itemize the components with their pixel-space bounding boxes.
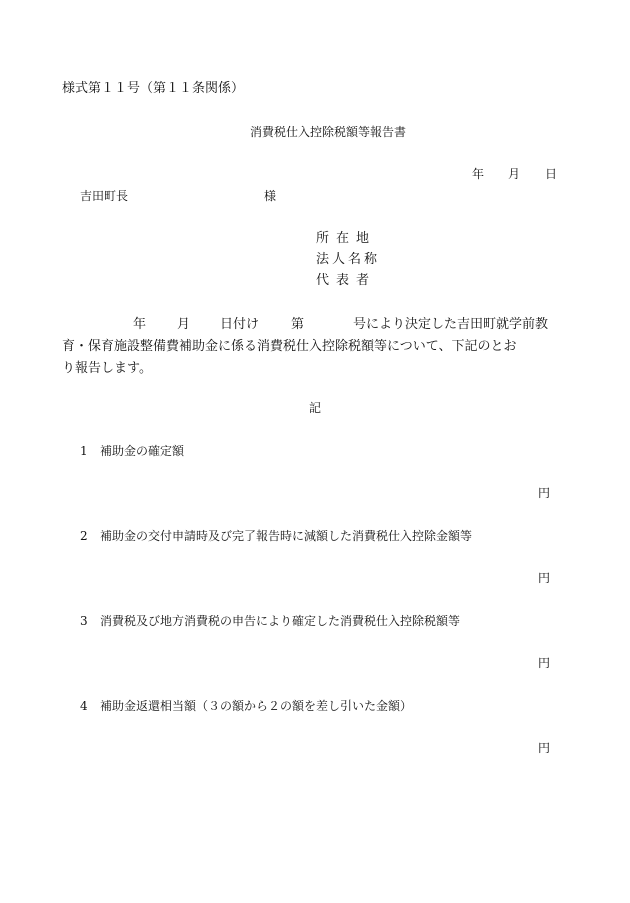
sender-corp-name-label: 法人名称 xyxy=(316,252,381,267)
date-year-label: 年 xyxy=(472,167,485,181)
item-3-text: 消費税及び地方消費税の申告により確定した消費税仕入控除税額等 xyxy=(100,614,461,628)
item-1-number: 1 xyxy=(80,444,88,458)
sender-address-label: 所在地 xyxy=(316,231,377,246)
item-4-number: 4 xyxy=(80,699,88,713)
sender-representative-label: 代表者 xyxy=(316,273,377,288)
date-day-label: 日 xyxy=(545,167,558,181)
ki-heading: 記 xyxy=(309,401,322,415)
body-number-prefix: 第 xyxy=(291,317,305,332)
item-2-unit: 円 xyxy=(538,571,551,585)
item-1-text: 補助金の確定額 xyxy=(100,444,185,458)
body-line1-rest: 号により決定した吉田町就学前教 xyxy=(353,317,549,332)
item-4-unit: 円 xyxy=(538,741,551,755)
addressee-name: 吉田町長 xyxy=(80,189,129,203)
body-year: 年 xyxy=(133,317,147,332)
body-line2: 育・保育施設整備費補助金に係る消費税仕入控除税額等について、下記のとお xyxy=(62,339,517,354)
item-2-text: 補助金の交付申請時及び完了報告時に減額した消費税仕入控除金額等 xyxy=(100,529,473,543)
document-title: 消費税仕入控除税額等報告書 xyxy=(250,125,407,139)
form-id: 様式第１１号（第１１条関係） xyxy=(62,81,245,96)
item-2-number: 2 xyxy=(80,529,88,543)
item-1-unit: 円 xyxy=(538,486,551,500)
body-month: 月 xyxy=(177,317,191,332)
date-month-label: 月 xyxy=(508,167,521,181)
item-3-number: 3 xyxy=(80,614,88,628)
addressee-honorific: 様 xyxy=(264,189,277,203)
body-day: 日付け xyxy=(220,317,260,332)
item-4-text: 補助金返還相当額（３の額から２の額を差し引いた金額） xyxy=(100,699,413,713)
item-3-unit: 円 xyxy=(538,656,551,670)
body-line3: り報告します。 xyxy=(62,361,152,376)
